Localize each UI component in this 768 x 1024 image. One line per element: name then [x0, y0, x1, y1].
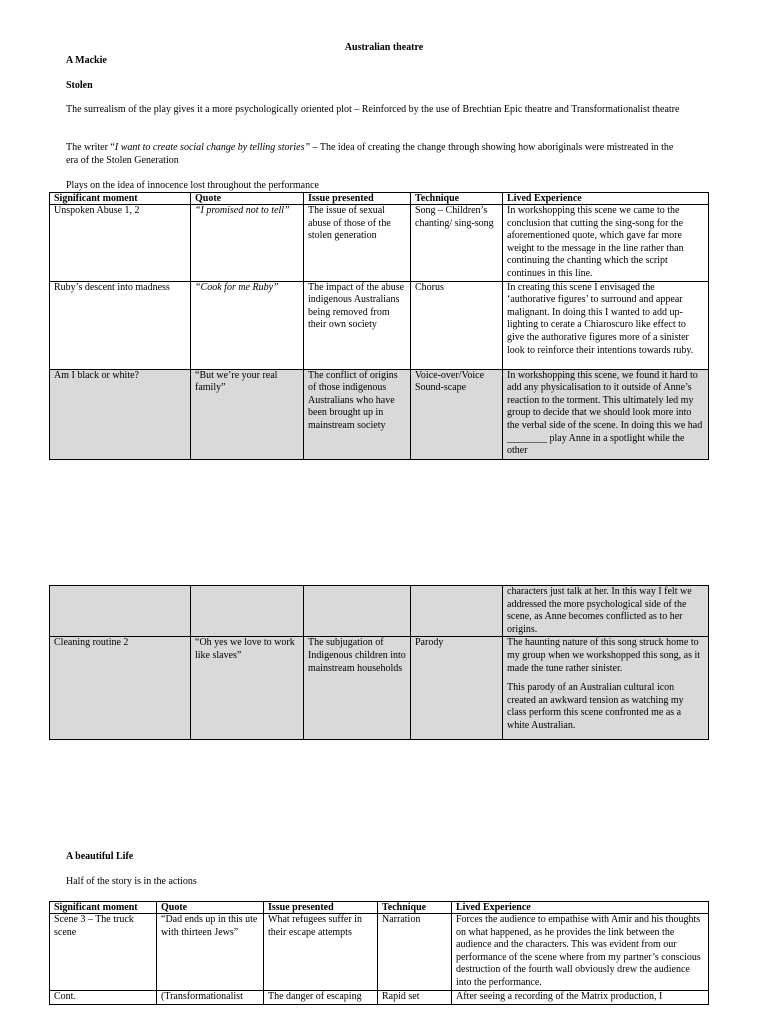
- stolen-intro-paragraph: The surrealism of the play gives it a more psychologically oriented plot – Reinforced by the use of Brechtian Epic theatre and Transformationalist theatre: [66, 104, 680, 115]
- header-significant-moment: Significant moment: [50, 193, 191, 205]
- cell-moment: Cont.: [50, 991, 157, 1005]
- table-row: [50, 914, 709, 991]
- header-quote: Quote: [157, 902, 264, 914]
- cell-quote: [191, 586, 304, 637]
- cell-issue: The conflict of origins of those indigenous Australians who have been brought up in mainstream society: [304, 369, 411, 459]
- table-header-row: [50, 193, 709, 205]
- table-row: [50, 586, 709, 637]
- table-row: [50, 637, 709, 740]
- table-row: [50, 369, 709, 459]
- cell-experience: Forces the audience to empathise with Amir and his thoughts on what happened, as he provides the link between the audience and the characters. This was evident from our performance of the scene where from my partner’s conscious destruction of the fourth wall obviously drew the audience into the performance.: [452, 914, 709, 991]
- cell-quote: “Cook for me Ruby”: [191, 281, 304, 369]
- quote-suffix: – The idea of creating the change through showing how aboriginals were mistreated in the era of the Stolen Generation: [66, 142, 674, 166]
- cell-experience: In creating this scene I envisaged the ‘authorative figures’ to surround and appear malignant. In doing this I wanted to add up-lighting to cerate a Chiaroscuro like effect to give the authorative figures more of a sinister look to reinforce their intentions towards ruby.: [503, 281, 709, 369]
- quote-prefix: The writer “: [66, 142, 115, 153]
- stolen-table-continued: [49, 585, 709, 740]
- beautiful-life-table: [49, 901, 709, 1005]
- header-technique: Technique: [411, 193, 503, 205]
- header-issue: Issue presented: [264, 902, 378, 914]
- cell-issue: The impact of the abuse indigenous Australians being removed from their own society: [304, 281, 411, 369]
- section-heading-stolen: Stolen: [66, 80, 93, 91]
- section-heading-beautiful-life: A beautiful Life: [66, 851, 134, 862]
- cell-experience: After seeing a recording of the Matrix production, I: [452, 991, 709, 1005]
- cell-technique: [411, 586, 503, 637]
- cell-technique: Parody: [411, 637, 503, 740]
- cell-quote: “But we’re your real family”: [191, 369, 304, 459]
- header-technique: Technique: [378, 902, 452, 914]
- author-name: A Mackie: [66, 55, 107, 66]
- experience-paragraph: This parody of an Australian cultural icon created an awkward tension as watching my class perform this scene confronted me as a white Australian.: [507, 682, 684, 731]
- cell-issue: The issue of sexual abuse of those of the stolen generation: [304, 205, 411, 282]
- cell-moment: Unspoken Abuse 1, 2: [50, 205, 191, 282]
- cell-issue: What refugees suffer in their escape attempts: [264, 914, 378, 991]
- writer-quote: I want to create social change by telling stories”: [114, 142, 311, 153]
- cell-moment: Ruby’s descent into madness: [50, 281, 191, 369]
- table-row: [50, 281, 709, 369]
- cell-quote: “I promised not to tell”: [191, 205, 304, 282]
- header-lived-experience: Lived Experience: [503, 193, 709, 205]
- cell-technique: Narration: [378, 914, 452, 991]
- cell-issue: The danger of escaping: [264, 991, 378, 1005]
- cell-quote: “Oh yes we love to work like slaves”: [191, 637, 304, 740]
- cell-technique: Rapid set: [378, 991, 452, 1005]
- cell-issue: [304, 586, 411, 637]
- cell-quote: (Transformationalist: [157, 991, 264, 1005]
- table-row: [50, 991, 709, 1005]
- document-title: Australian theatre: [344, 42, 424, 53]
- stolen-table: [49, 192, 709, 460]
- cell-moment: [50, 586, 191, 637]
- beautiful-life-intro: Half of the story is in the actions: [66, 876, 197, 887]
- cell-issue: The subjugation of Indigenous children into mainstream households: [304, 637, 411, 740]
- experience-paragraph: The haunting nature of this song struck home to my group when we workshopped this song, as it made the tune rather sinister.: [507, 637, 701, 674]
- header-lived-experience: Lived Experience: [452, 902, 709, 914]
- cell-technique: Voice-over/Voice Sound-scape: [411, 369, 503, 459]
- header-issue: Issue presented: [304, 193, 411, 205]
- cell-experience: characters just talk at her. In this way I felt we addressed the more psychological side of the scene, as Anne becomes conflicted as to her origins.: [503, 586, 709, 637]
- cell-quote: “Dad ends up in this ute with thirteen Jews”: [157, 914, 264, 991]
- stolen-writer-quote-paragraph: [66, 142, 686, 167]
- cell-moment: Am I black or white?: [50, 369, 191, 459]
- stolen-innocence-paragraph: Plays on the idea of innocence lost throughout the performance: [66, 180, 319, 191]
- table-row: [50, 205, 709, 282]
- cell-experience: [503, 637, 709, 740]
- header-quote: Quote: [191, 193, 304, 205]
- cell-experience: In workshopping this scene, we found it hard to add any physicalisation to it outside of Anne’s reaction to the torment. This ultimately led my group to decide that we should look more into the verbal side of the scene. In doing this we had ________ play Anne in a spotlight while the other: [503, 369, 709, 459]
- cell-experience: In workshopping this scene we came to the conclusion that cutting the sing-song for the aforementioned quote, which gave far more weight to the message in the line rather than continuing the chanting which the script continues in this line.: [503, 205, 709, 282]
- table-header-row: [50, 902, 709, 914]
- cell-moment: Cleaning routine 2: [50, 637, 191, 740]
- cell-technique: Song – Children’s chanting/ sing-song: [411, 205, 503, 282]
- header-significant-moment: Significant moment: [50, 902, 157, 914]
- cell-technique: Chorus: [411, 281, 503, 369]
- cell-moment: Scene 3 – The truck scene: [50, 914, 157, 991]
